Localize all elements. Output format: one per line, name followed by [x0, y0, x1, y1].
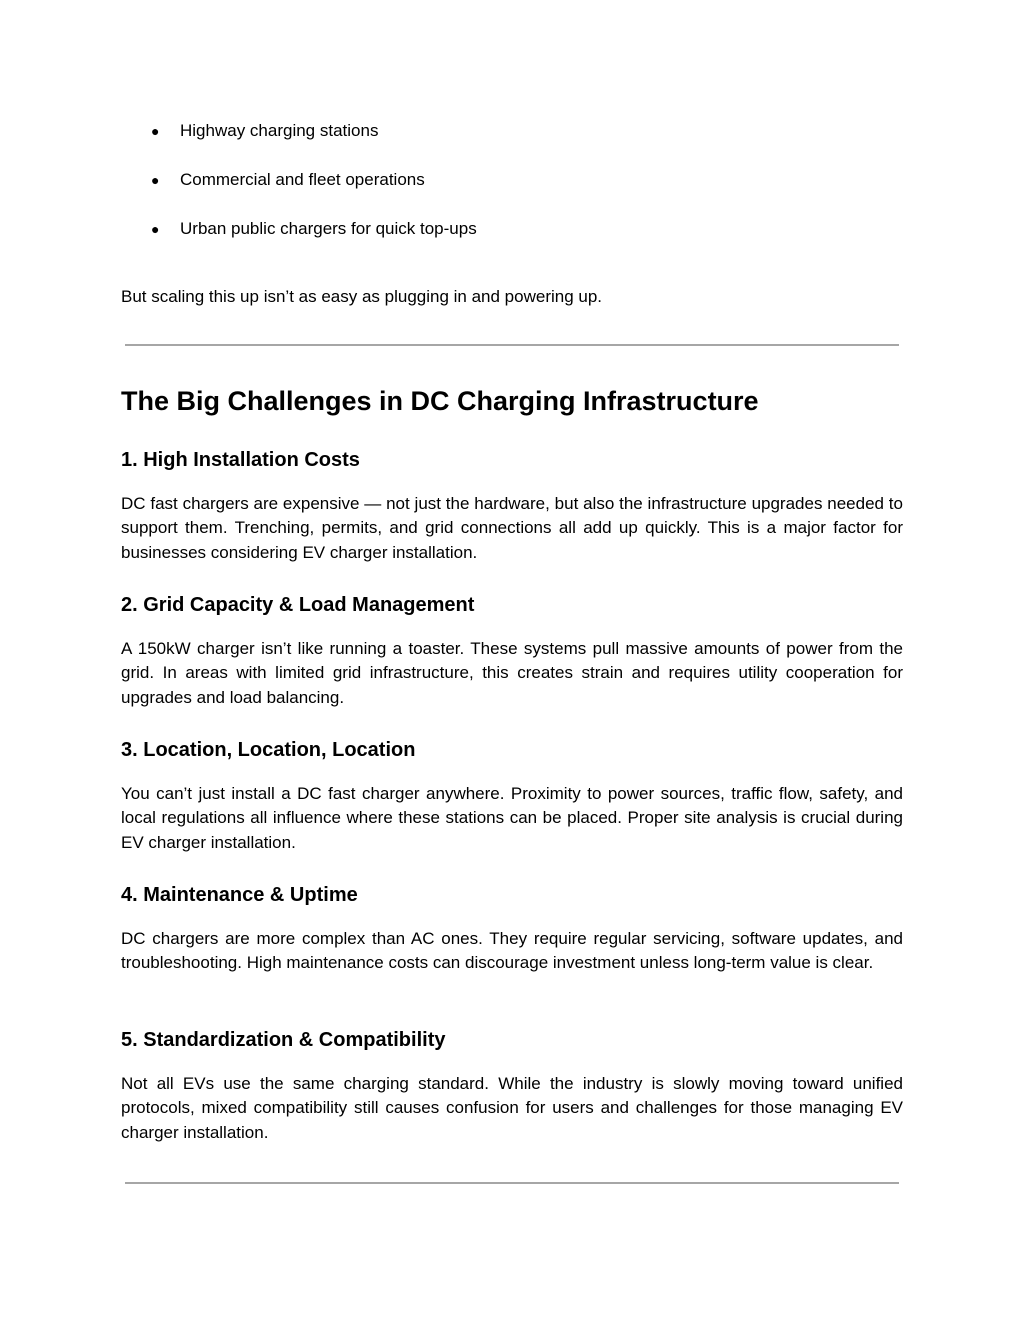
bullet-dot-icon: ●	[151, 172, 160, 188]
page-title: The Big Challenges in DC Charging Infrastructure	[121, 386, 759, 416]
challenge-section-grid-capacity	[121, 591, 903, 710]
bullet-text: Highway charging stations	[180, 121, 379, 140]
bullet-dot-icon: ●	[151, 221, 160, 237]
bullet-text: Urban public chargers for quick top-ups	[180, 219, 477, 238]
list-item	[121, 216, 903, 265]
list-item	[121, 118, 903, 167]
list-item	[121, 167, 903, 216]
section-heading: 2. Grid Capacity & Load Management	[121, 594, 475, 616]
section-heading: 5. Standardization & Compatibility	[121, 1029, 446, 1051]
challenge-section-standardization	[121, 1026, 903, 1145]
challenge-section-installation-costs	[121, 446, 903, 565]
use-case-bullet-list	[121, 118, 903, 265]
bullet-dot-icon: ●	[151, 123, 160, 139]
intro-paragraph: But scaling this up isn’t as easy as plugging in and powering up.	[121, 287, 603, 306]
horizontal-divider	[125, 1182, 899, 1184]
horizontal-divider	[125, 344, 899, 346]
challenge-section-maintenance	[121, 881, 903, 976]
bullet-text: Commercial and fleet operations	[180, 170, 425, 189]
section-heading: 3. Location, Location, Location	[121, 739, 416, 761]
section-body: You can’t just install a DC fast charger anywhere. Proximity to power sources, traffic flow, safety, and local regulations all influence where these stations can be placed. Proper site analysis is crucial during EV charger installation.	[121, 784, 903, 852]
section-heading: 1. High Installation Costs	[121, 449, 360, 471]
section-body: Not all EVs use the same charging standard. While the industry is slowly moving toward unified protocols, mixed compatibility still causes confusion for users and challenges for those managing EV charger installation.	[121, 1074, 903, 1142]
challenge-section-location	[121, 736, 903, 855]
section-heading: 4. Maintenance & Uptime	[121, 884, 358, 906]
section-body: DC chargers are more complex than AC ones. They require regular servicing, software updates, and troubleshooting. High maintenance costs can discourage investment unless long-term value is clear.	[121, 929, 903, 973]
section-body: DC fast chargers are expensive — not just the hardware, but also the infrastructure upgrades needed to support them. Trenching, permits, and grid connections all add up quickly. This is a major factor for businesses considering EV charger installation.	[121, 494, 903, 562]
section-body: A 150kW charger isn’t like running a toaster. These systems pull massive amounts of power from the grid. In areas with limited grid infrastructure, this creates strain and requires utility cooperation for upgrades and load balancing.	[121, 639, 903, 707]
